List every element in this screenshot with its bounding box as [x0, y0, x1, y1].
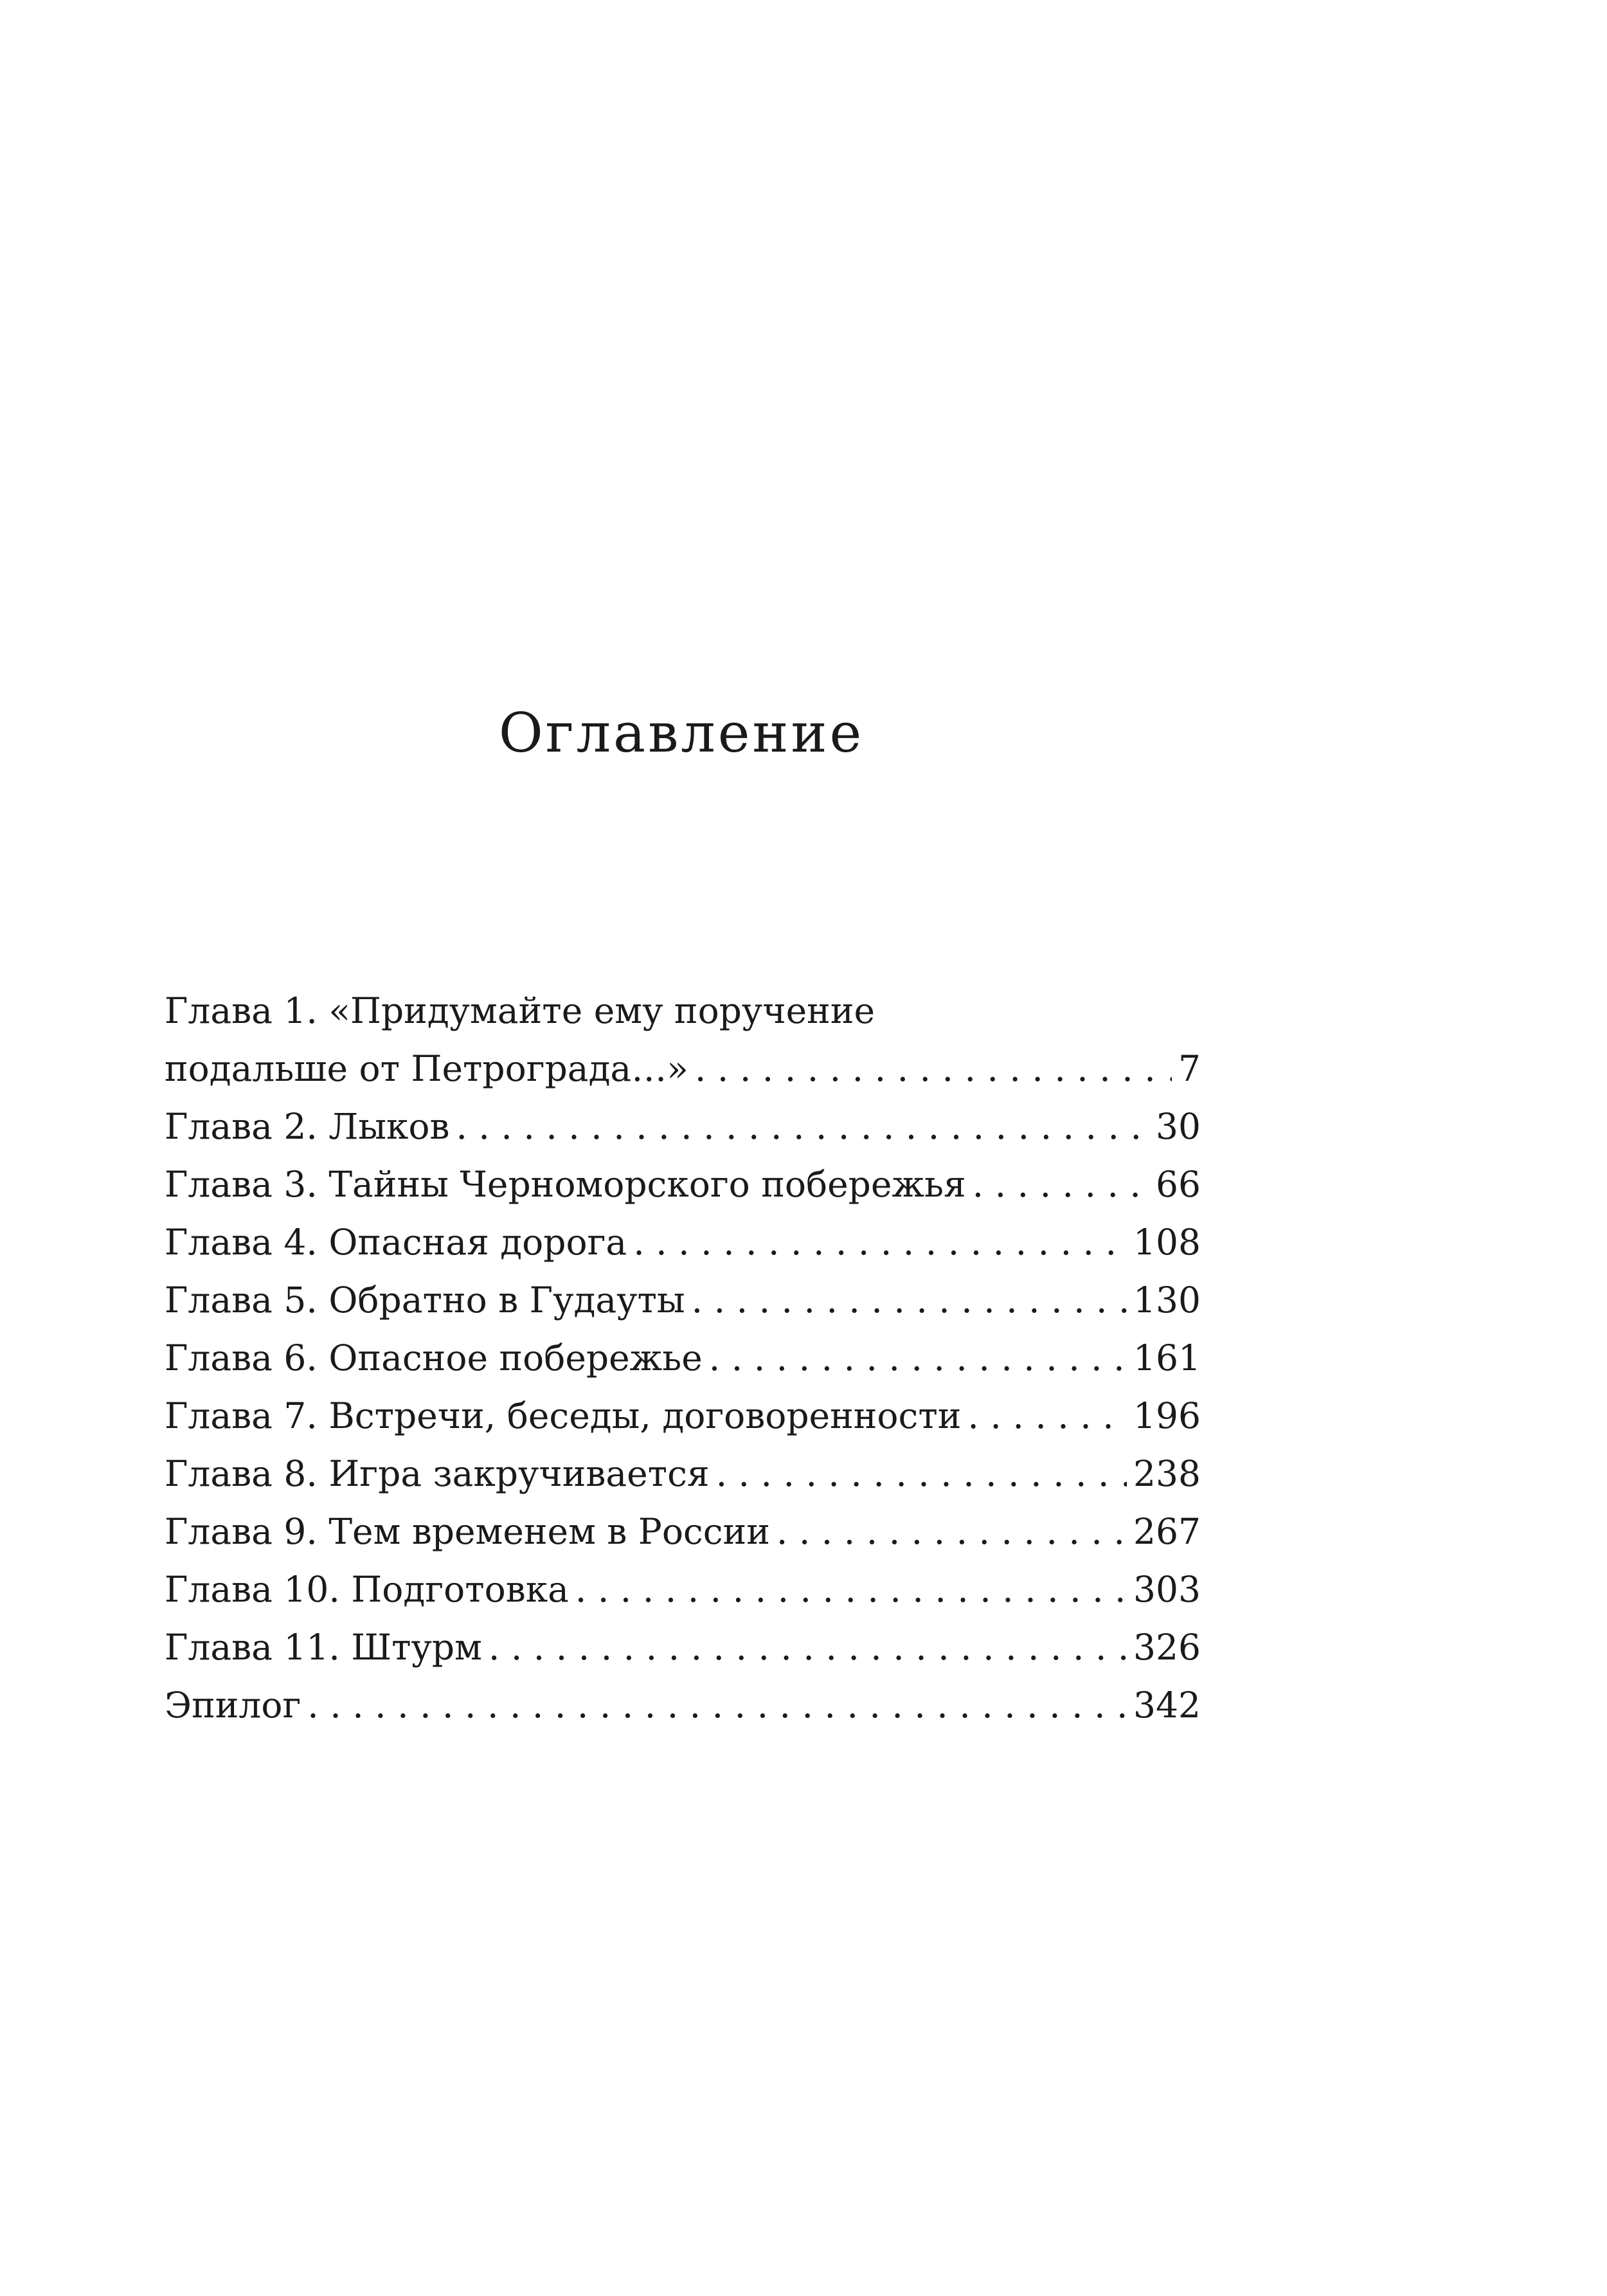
dot-leader: [307, 1676, 1127, 1734]
toc-entry-label: Эпилог: [165, 1685, 301, 1726]
toc-page-number: 130: [1133, 1279, 1201, 1321]
toc-entry-9: [165, 1503, 1201, 1560]
dot-leader: [709, 1329, 1127, 1387]
toc-entry-3: [165, 1155, 1201, 1213]
toc-entry-label: Глава 11. Штурм: [165, 1627, 482, 1668]
dot-leader: [967, 1387, 1127, 1445]
dot-leader: [716, 1445, 1127, 1503]
toc-entry-4: [165, 1213, 1201, 1271]
toc-entry-8: [165, 1445, 1201, 1503]
toc-page-number: 196: [1133, 1395, 1201, 1436]
page-title: Оглавление: [498, 701, 865, 764]
toc-entry-1: [165, 1040, 1201, 1098]
toc-page-number: 30: [1156, 1106, 1201, 1147]
toc-entry-label: Глава 1. «Придумайте ему поручение: [165, 990, 875, 1031]
toc-page-number: 303: [1133, 1569, 1201, 1610]
toc-entry-7: [165, 1387, 1201, 1445]
toc-page-number: 238: [1133, 1453, 1201, 1494]
dot-leader: [692, 1271, 1127, 1329]
dot-leader: [575, 1560, 1127, 1618]
table-of-contents: [165, 982, 1201, 1734]
dot-leader: [633, 1213, 1127, 1271]
toc-page-number: 66: [1156, 1164, 1201, 1205]
toc-entry-label: подальше от Петрограда…»: [165, 1048, 688, 1089]
toc-entry-label: Глава 3. Тайны Черноморского побережья: [165, 1164, 966, 1205]
toc-page-number: 7: [1178, 1048, 1201, 1089]
toc-entry-label: Глава 9. Тем временем в России: [165, 1511, 770, 1552]
toc-entry-label: Глава 2. Лыков: [165, 1106, 450, 1147]
toc-entry-label: Глава 6. Опасное побережье: [165, 1337, 703, 1379]
toc-entry-label: Глава 4. Опасная дорога: [165, 1222, 627, 1263]
toc-page-number: 342: [1133, 1685, 1201, 1726]
toc-entry-label: Глава 8. Игра закручивается: [165, 1453, 710, 1494]
dot-leader: [777, 1503, 1127, 1560]
dot-leader: [973, 1155, 1149, 1213]
toc-entry-6: [165, 1329, 1201, 1387]
toc-entry-2: [165, 1098, 1201, 1155]
toc-entry-12: [165, 1676, 1201, 1734]
dot-leader: [695, 1040, 1172, 1098]
toc-entry-11: [165, 1618, 1201, 1676]
toc-entry-label: Глава 5. Обратно в Гудауты: [165, 1279, 685, 1321]
toc-entry-label: Глава 10. Подготовка: [165, 1569, 569, 1610]
toc-page-number: 161: [1133, 1337, 1201, 1379]
toc-entry-1-first-line: [165, 982, 1201, 1040]
toc-page-number: 326: [1133, 1627, 1201, 1668]
toc-page-number: 267: [1133, 1511, 1201, 1552]
toc-page-number: 108: [1133, 1222, 1201, 1263]
toc-entry-10: [165, 1560, 1201, 1618]
dot-leader: [456, 1098, 1149, 1155]
dot-leader: [489, 1618, 1127, 1676]
toc-entry-5: [165, 1271, 1201, 1329]
toc-entry-label: Глава 7. Встречи, беседы, договоренности: [165, 1395, 962, 1436]
